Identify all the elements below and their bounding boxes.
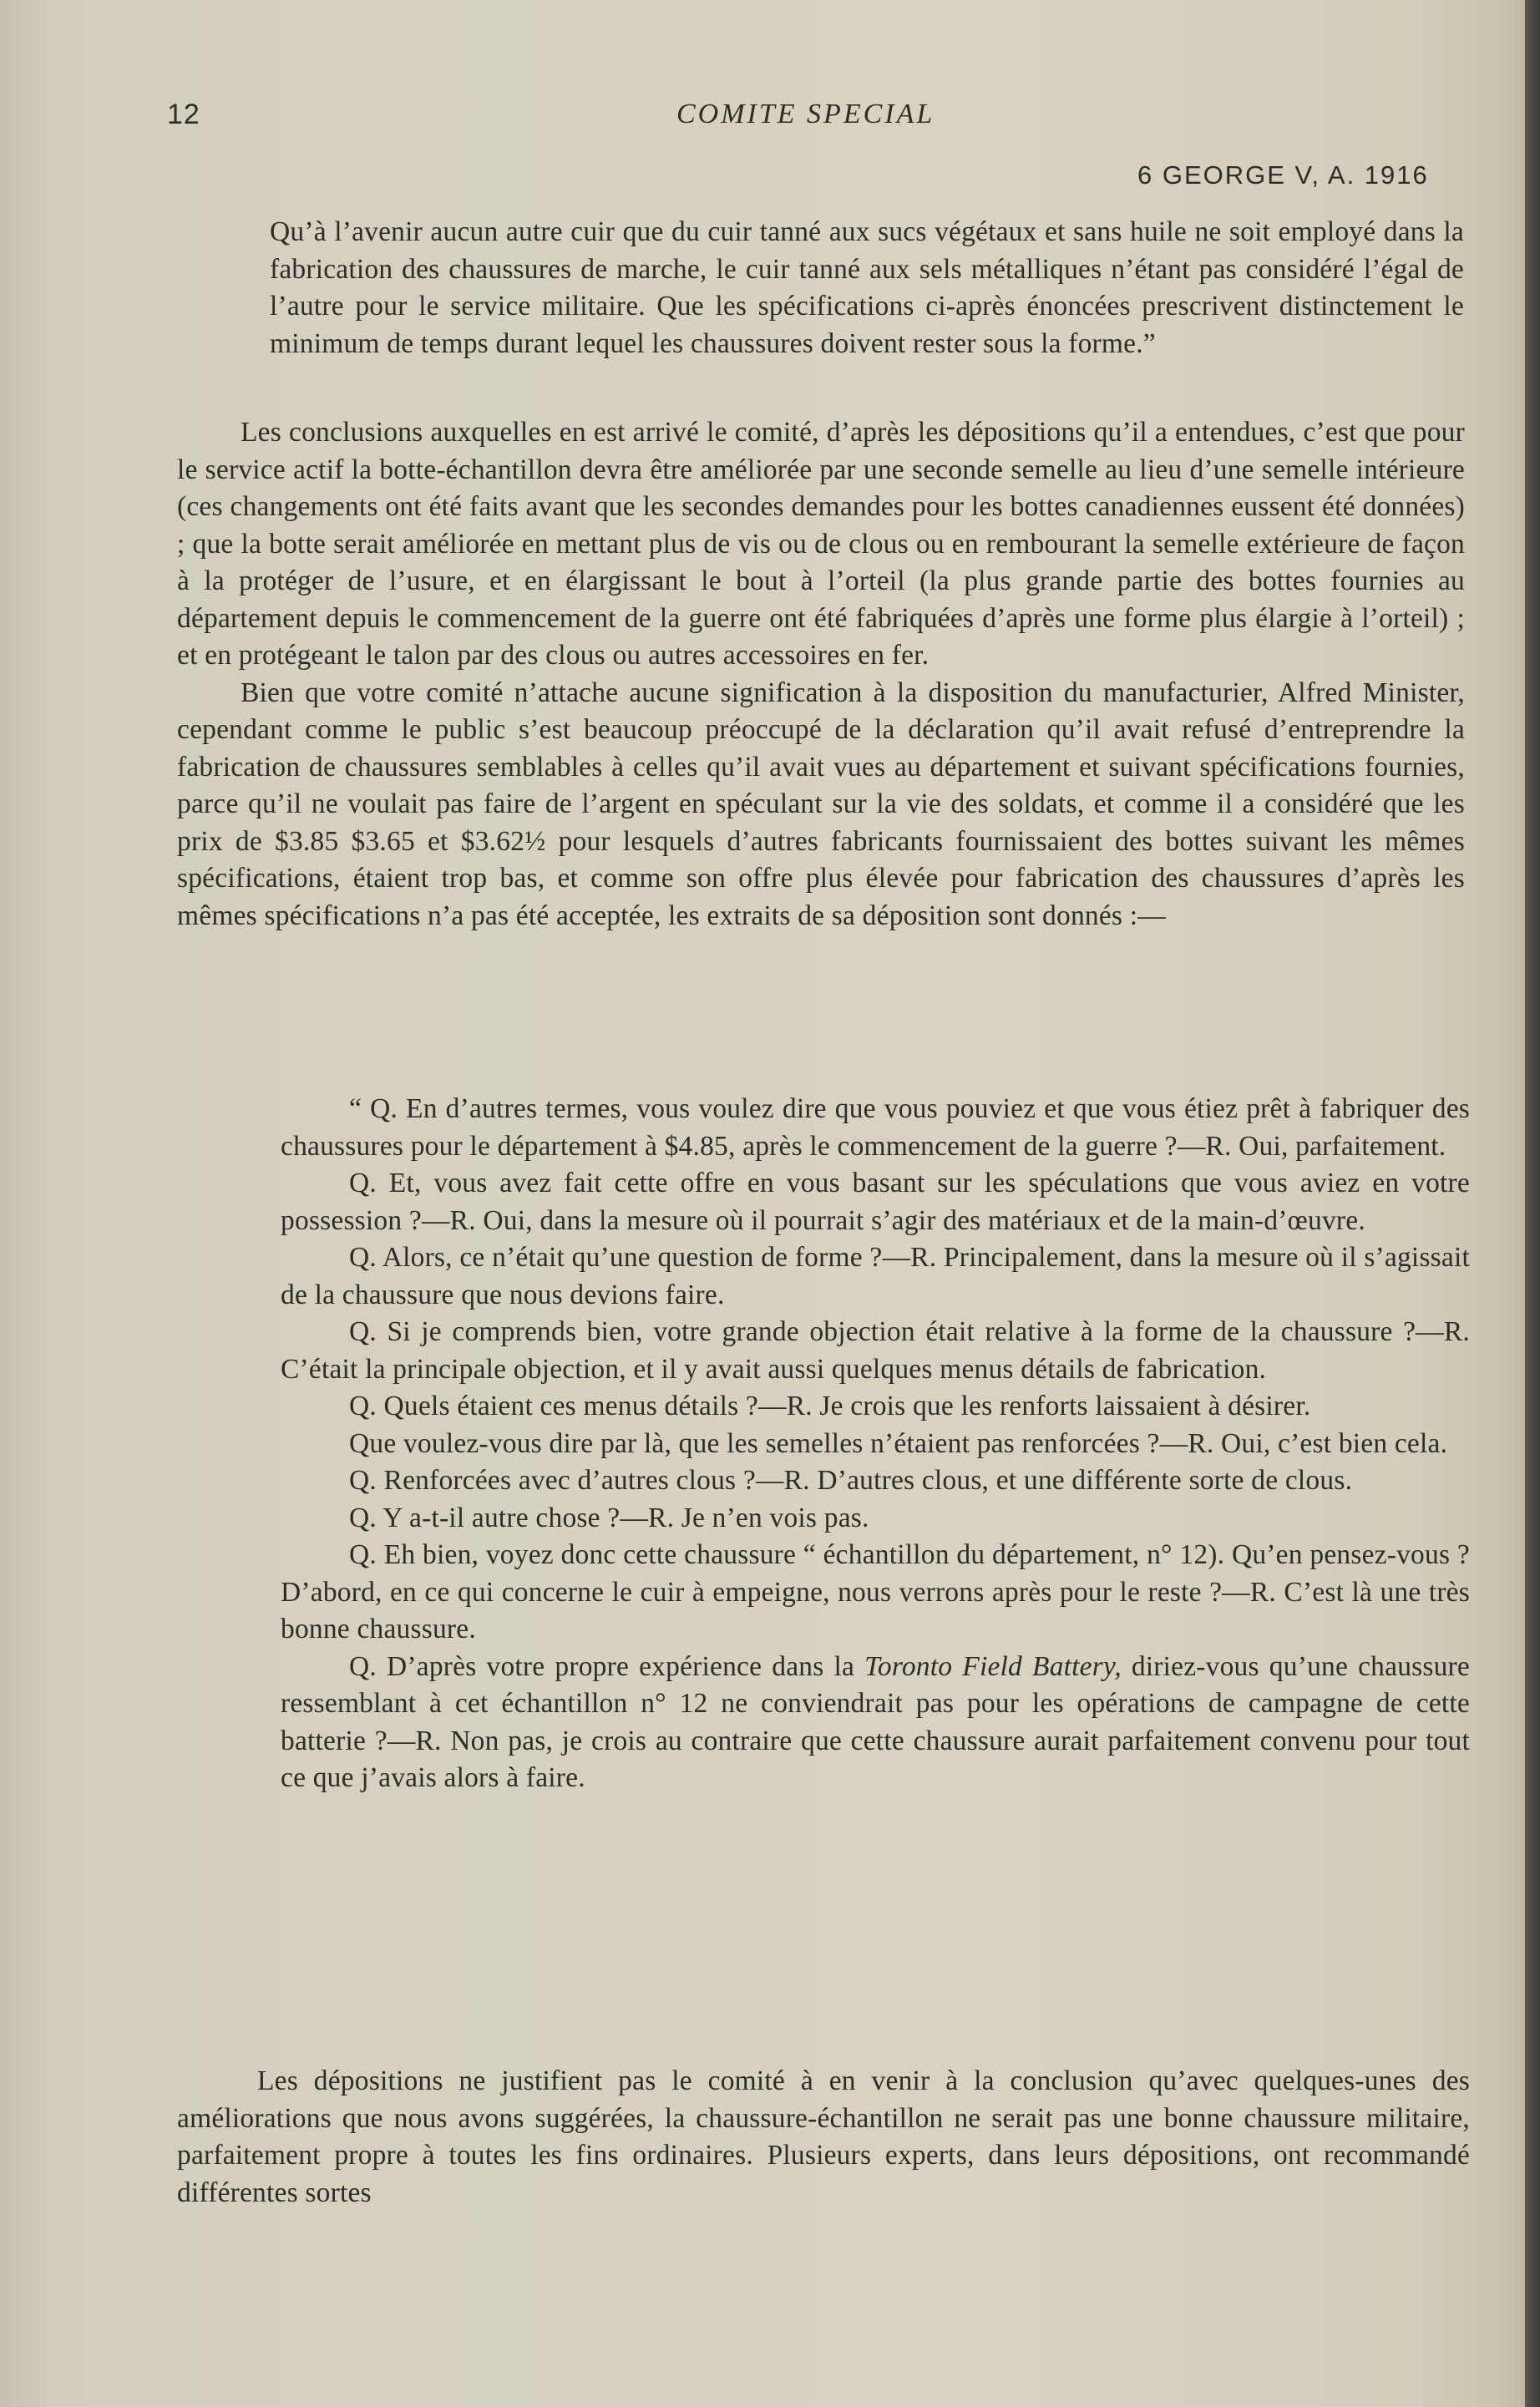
testimony-line: Q. Renforcées avec d’autres clous ?—R. D’autres clous, et une différente sorte de clous. (349, 1465, 1353, 1496)
running-title: COMITE SPECIAL (676, 99, 935, 129)
testimony-line: “ Q. En d’autres termes, vous voulez dire que vous pouviez et que vous étiez prêt à fabriquer des chaussures pour le département à $4.85, après le commencement de la guerre ?—R. Oui, parfaitement. (281, 1093, 1470, 1162)
testimony-text: diriez-vous qu’une chaussure ressemblant à cet échantillon n° 12 ne conviendrait pas pour les opérations de campagne de cette batterie ?—R. Non pas, je crois au contraire que cette chaussure aurait parfaitement convenu pour tout ce que j’avais alors à faire. (281, 1650, 1470, 1793)
testimony-line: Q. Alors, ce n’était qu’une question de forme ?—R. Principalement, dans la mesure où il s’agissait de la chaussure que nous devions faire. (281, 1242, 1470, 1310)
paragraph-conclusions: Les conclusions auxquelles en est arrivé le comité, d’après les dépositions qu’il a entendues, c’est que pour le service actif la botte-échantillon devra être améliorée par une seconde semelle au lieu d’une semelle intérieure (ces changements ont été faits avant que les secondes demandes pour les bottes canadiennes eussent été données) ; que la botte serait améliorée en mettant plus de vis ou de clous ou en rembourant la semelle extérieure de façon à la protéger de l’usure, et en élargissant le bout à l’orteil (la plus grande partie des bottes fournies au département depuis le commencement de la guerre ont été fabriquées d’après une forme plus élargie à l’orteil) ; et en protégeant le talon par des clous ou autres accessoires en fer. (177, 417, 1465, 671)
page-header (167, 99, 1453, 190)
testimony-line-last (281, 1649, 1470, 1797)
paragraph-minister: Bien que votre comité n’attache aucune signification à la disposition du manufacturier, Alfred Minister, cependant comme le public s’est beaucoup préoccupé de la déclaration qu’il avait refusé d’entreprendre la fabrication de chaussures semblables à celles qu’il avait vues au département et suivant spécifications fournies, parce qu’il ne voulait pas faire de l’argent en spéculant sur la vie des soldats, et comme il a considéré que les prix de $3.85 $3.65 et $3.62½ pour lesquels d’autres fabricants fournissaient des bottes suivant les mêmes spécifications, étaient trop bas, et comme son offre plus élevée pour fabrication des chaussures d’après les mêmes spécifications n’a pas été acceptée, les extraits de sa déposition sont donnés :— (177, 676, 1465, 931)
quote-paragraph: Qu’à l’avenir aucun autre cuir que du cuir tanné aux sucs végétaux et sans huile ne soit employé dans la fabrication des chaussures de marche, le cuir tanné aux sels métalliques n’étant pas considéré l’égal de l’autre pour le service militaire. Que les spécifications ci-après énoncées prescrivent distinctement le minimum de temps durant lequel les chaussures doivent rester sous la forme.” (270, 216, 1464, 359)
testimony-line: Que voulez-vous dire par là, que les semelles n’étaient pas renforcées ?—R. Oui, c’est bien cela. (349, 1427, 1448, 1459)
testimony-excerpt (281, 1091, 1470, 1797)
testimony-line: Q. Y a-t-il autre chose ?—R. Je n’en vois pas. (349, 1502, 869, 1533)
testimony-line: Q. Quels étaient ces menus détails ?—R. Je crois que les renforts laissaient à désirer. (349, 1391, 1311, 1421)
quoted-recommendation (270, 214, 1464, 362)
paragraph-final: Les dépositions ne justifient pas le comité à en venir à la conclusion qu’avec quelques-unes des améliorations que nous avons suggérées, la chaussure-échantillon ne serait pas une bonne chaussure militaire, parfaitement propre à toutes les fins ordinaires. Plusieurs experts, dans leurs dépositions, ont recommandé différentes sortes (177, 2065, 1470, 2208)
page-number: 12 (167, 99, 200, 130)
testimony-line: Q. Et, vous avez fait cette offre en vous basant sur les spéculations que vous aviez en votre possession ?—R. Oui, dans la mesure où il pourrait s’agir des matériaux et de la main-d’œuvre. (281, 1168, 1470, 1236)
session-reference: 6 GEORGE V, A. 1916 (1137, 160, 1429, 190)
testimony-text: Q. D’après votre propre expérience dans la (349, 1650, 865, 1682)
battery-name: Toronto Field Battery, (864, 1650, 1122, 1682)
page-edge (1525, 0, 1540, 2407)
closing-paragraph (177, 2063, 1470, 2212)
testimony-line: Q. Si je comprends bien, votre grande objection était relative à la forme de la chaussure ?—R. C’était la principale objection, et il y avait aussi quelques menus détails de fabrication. (281, 1316, 1470, 1385)
committee-conclusions (177, 414, 1465, 935)
testimony-line: Q. Eh bien, voyez donc cette chaussure “ échantillon du département, n° 12). Qu’en pensez-vous ? D’abord, en ce qui concerne le cuir à empeigne, nous verrons après pour le reste ?—R. C’est là une très bonne chaussure. (281, 1539, 1470, 1644)
